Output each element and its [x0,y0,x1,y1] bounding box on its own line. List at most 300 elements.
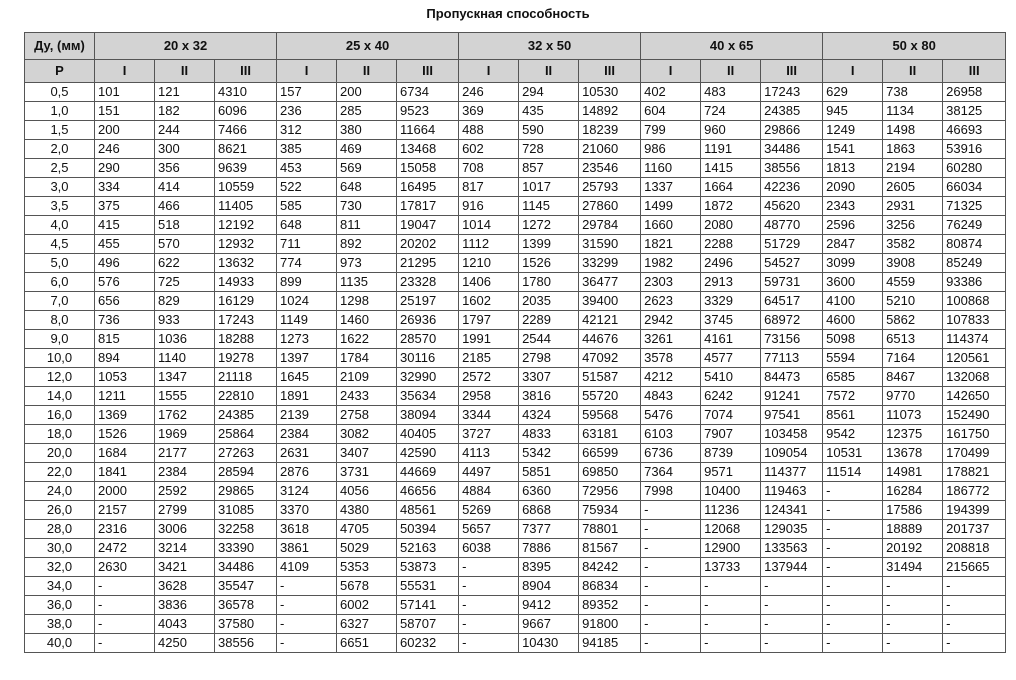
value-cell: 78801 [579,520,641,539]
value-cell: 94185 [579,634,641,653]
header-row-sizes [25,33,1006,60]
value-cell: 3307 [519,368,579,387]
value-cell: 1872 [701,197,761,216]
value-cell: 5862 [883,311,943,330]
value-cell: 604 [641,102,701,121]
value-cell: 2343 [823,197,883,216]
value-cell: 11073 [883,406,943,425]
value-cell: 114374 [943,330,1006,349]
value-cell: 3861 [277,539,337,558]
value-cell: 28594 [215,463,277,482]
value-cell: 1369 [95,406,155,425]
value-cell: 10531 [823,444,883,463]
pressure-cell: 3,5 [25,197,95,216]
value-cell: 5678 [337,577,397,596]
value-cell: 17243 [215,311,277,330]
value-cell: 30116 [397,349,459,368]
value-cell: 53916 [943,140,1006,159]
value-cell: 50394 [397,520,459,539]
value-cell: 4497 [459,463,519,482]
value-cell: 26936 [397,311,459,330]
value-cell: 6327 [337,615,397,634]
pressure-cell: 22,0 [25,463,95,482]
value-cell: 21295 [397,254,459,273]
value-cell: 2931 [883,197,943,216]
value-cell: 3745 [701,311,761,330]
value-cell: - [459,577,519,596]
value-cell: 6651 [337,634,397,653]
sub-header: III [215,60,277,83]
value-cell: 6103 [641,425,701,444]
table-row [25,596,1006,615]
value-cell: 4161 [701,330,761,349]
value-cell: 1645 [277,368,337,387]
value-cell: 60232 [397,634,459,653]
value-cell: 157 [277,83,337,102]
sub-header: III [579,60,641,83]
table-row [25,634,1006,653]
value-cell: 133563 [761,539,823,558]
value-cell: 5098 [823,330,883,349]
sub-header: III [397,60,459,83]
value-cell: 570 [155,235,215,254]
pressure-cell: 4,0 [25,216,95,235]
value-cell: 469 [337,140,397,159]
sub-header: I [277,60,337,83]
value-cell: 10430 [519,634,579,653]
table-row [25,197,1006,216]
value-cell: 3908 [883,254,943,273]
value-cell: 14933 [215,273,277,292]
value-cell: 6736 [641,444,701,463]
pressure-cell: 2,0 [25,140,95,159]
value-cell: 4324 [519,406,579,425]
value-cell: - [459,634,519,653]
value-cell: 100868 [943,292,1006,311]
value-cell: - [277,596,337,615]
value-cell: 1499 [641,197,701,216]
value-cell: 10559 [215,178,277,197]
value-cell: 3618 [277,520,337,539]
value-cell: 2109 [337,368,397,387]
value-cell: 2572 [459,368,519,387]
sub-header: III [761,60,823,83]
value-cell: 1622 [337,330,397,349]
value-cell: 453 [277,159,337,178]
value-cell: 246 [459,83,519,102]
table-row [25,463,1006,482]
value-cell: 42236 [761,178,823,197]
value-cell: 10400 [701,482,761,501]
pressure-cell: 40,0 [25,634,95,653]
value-cell: 21118 [215,368,277,387]
value-cell: - [761,596,823,615]
value-cell: 47092 [579,349,641,368]
value-cell: 75934 [579,501,641,520]
table-row [25,216,1006,235]
value-cell: 194399 [943,501,1006,520]
value-cell: 54527 [761,254,823,273]
value-cell: 3329 [701,292,761,311]
value-cell: 34486 [761,140,823,159]
value-cell: 1863 [883,140,943,159]
pressure-cell: 9,0 [25,330,95,349]
value-cell: 1415 [701,159,761,178]
value-cell: 2139 [277,406,337,425]
pressure-cell: 26,0 [25,501,95,520]
value-cell: 8739 [701,444,761,463]
value-cell: 64517 [761,292,823,311]
value-cell: 68972 [761,311,823,330]
value-cell: - [823,558,883,577]
value-cell: 3082 [337,425,397,444]
value-cell: 12932 [215,235,277,254]
value-cell: 19278 [215,349,277,368]
value-cell: 4113 [459,444,519,463]
value-cell: 1891 [277,387,337,406]
value-cell: 38556 [215,634,277,653]
value-cell: 369 [459,102,519,121]
value-cell: - [823,577,883,596]
header-row-subcolumns [25,60,1006,83]
value-cell: 402 [641,83,701,102]
value-cell: - [761,577,823,596]
value-cell: - [641,596,701,615]
value-cell: 6585 [823,368,883,387]
value-cell: - [883,615,943,634]
value-cell: 3370 [277,501,337,520]
value-cell: - [277,615,337,634]
group-header: 50 x 80 [823,33,1006,60]
value-cell: 4056 [337,482,397,501]
value-cell: 152490 [943,406,1006,425]
value-cell: 2630 [95,558,155,577]
value-cell: - [823,520,883,539]
pressure-cell: 32,0 [25,558,95,577]
value-cell: - [823,539,883,558]
value-cell: - [823,482,883,501]
value-cell: 16495 [397,178,459,197]
value-cell: 24385 [761,102,823,121]
value-cell: 25864 [215,425,277,444]
value-cell: 7998 [641,482,701,501]
value-cell: 8561 [823,406,883,425]
pressure-cell: 24,0 [25,482,95,501]
value-cell: 1991 [459,330,519,349]
value-cell: 7364 [641,463,701,482]
pressure-header: Р [25,60,95,83]
value-cell: 11236 [701,501,761,520]
value-cell: 32990 [397,368,459,387]
value-cell: - [883,577,943,596]
value-cell: 59731 [761,273,823,292]
value-cell: 4212 [641,368,701,387]
value-cell: 1149 [277,311,337,330]
table-row [25,254,1006,273]
value-cell: - [641,577,701,596]
value-cell: 57141 [397,596,459,615]
value-cell: 960 [701,121,761,140]
value-cell: 1160 [641,159,701,178]
value-cell: 2847 [823,235,883,254]
value-cell: 3006 [155,520,215,539]
value-cell: 6242 [701,387,761,406]
value-cell: 466 [155,197,215,216]
table-row [25,368,1006,387]
value-cell: 161750 [943,425,1006,444]
pressure-cell: 4,5 [25,235,95,254]
value-cell: 724 [701,102,761,121]
value-cell: 6868 [519,501,579,520]
value-cell: 20202 [397,235,459,254]
value-cell: 811 [337,216,397,235]
value-cell: - [641,539,701,558]
value-cell: 590 [519,121,579,140]
value-cell: 7572 [823,387,883,406]
value-cell: - [641,634,701,653]
pressure-cell: 0,5 [25,83,95,102]
value-cell: - [277,634,337,653]
value-cell: 629 [823,83,883,102]
value-cell: 576 [95,273,155,292]
value-cell: - [95,596,155,615]
value-cell: 5269 [459,501,519,520]
value-cell: 736 [95,311,155,330]
value-cell: 2596 [823,216,883,235]
value-cell: 2592 [155,482,215,501]
value-cell: 38094 [397,406,459,425]
value-cell: 2605 [883,178,943,197]
value-cell: - [701,615,761,634]
value-cell: 2472 [95,539,155,558]
value-cell: 17586 [883,501,943,520]
table-row [25,330,1006,349]
value-cell: 31085 [215,501,277,520]
value-cell: 435 [519,102,579,121]
value-cell: 31494 [883,558,943,577]
value-cell: 4380 [337,501,397,520]
value-cell: 6513 [883,330,943,349]
value-cell: 69850 [579,463,641,482]
sub-header: II [155,60,215,83]
value-cell: 945 [823,102,883,121]
sub-header: I [641,60,701,83]
sub-header: I [459,60,519,83]
value-cell: 119463 [761,482,823,501]
value-cell: 894 [95,349,155,368]
value-cell: 25197 [397,292,459,311]
pressure-cell: 3,0 [25,178,95,197]
value-cell: 2035 [519,292,579,311]
value-cell: 3256 [883,216,943,235]
value-cell: 4705 [337,520,397,539]
value-cell: 44669 [397,463,459,482]
value-cell: 5851 [519,463,579,482]
value-cell: 215665 [943,558,1006,577]
value-cell: 38556 [761,159,823,178]
value-cell: 3421 [155,558,215,577]
value-cell: 2433 [337,387,397,406]
value-cell: - [943,596,1006,615]
value-cell: - [761,615,823,634]
value-cell: 103458 [761,425,823,444]
value-cell: 3578 [641,349,701,368]
value-cell: 933 [155,311,215,330]
table-row [25,406,1006,425]
value-cell: 66599 [579,444,641,463]
value-cell: 1969 [155,425,215,444]
value-cell: 2623 [641,292,701,311]
sub-header: II [701,60,761,83]
value-cell: - [823,634,883,653]
value-cell: 11405 [215,197,277,216]
value-cell: 33299 [579,254,641,273]
throughput-table [24,32,1006,653]
value-cell: 8904 [519,577,579,596]
value-cell: 2289 [519,311,579,330]
pressure-cell: 34,0 [25,577,95,596]
value-cell: 2544 [519,330,579,349]
value-cell: 496 [95,254,155,273]
value-cell: 1298 [337,292,397,311]
value-cell: 415 [95,216,155,235]
value-cell: 3099 [823,254,883,273]
value-cell: 107833 [943,311,1006,330]
value-cell: 1017 [519,178,579,197]
value-cell: 12068 [701,520,761,539]
value-cell: 1555 [155,387,215,406]
value-cell: 18239 [579,121,641,140]
value-cell: 14981 [883,463,943,482]
value-cell: 29865 [215,482,277,501]
value-cell: 42590 [397,444,459,463]
pressure-cell: 36,0 [25,596,95,615]
value-cell: 85249 [943,254,1006,273]
value-cell: 93386 [943,273,1006,292]
value-cell: 4250 [155,634,215,653]
value-cell: 37580 [215,615,277,634]
value-cell: 4577 [701,349,761,368]
value-cell: 6096 [215,102,277,121]
table-row [25,140,1006,159]
value-cell: 137944 [761,558,823,577]
value-cell: 899 [277,273,337,292]
value-cell: - [823,615,883,634]
table-row [25,273,1006,292]
value-cell: - [701,634,761,653]
corner-header: Ду, (мм) [25,33,95,60]
table-row [25,501,1006,520]
value-cell: 91800 [579,615,641,634]
value-cell: 1053 [95,368,155,387]
value-cell: 246 [95,140,155,159]
value-cell: 2316 [95,520,155,539]
value-cell: 774 [277,254,337,273]
value-cell: 3407 [337,444,397,463]
value-cell: 59568 [579,406,641,425]
value-cell: 1337 [641,178,701,197]
value-cell: 23546 [579,159,641,178]
value-cell: 1211 [95,387,155,406]
value-cell: 1140 [155,349,215,368]
value-cell: 9770 [883,387,943,406]
value-cell: 20192 [883,539,943,558]
value-cell: 1210 [459,254,519,273]
group-header: 40 x 65 [641,33,823,60]
value-cell: 48561 [397,501,459,520]
value-cell: 385 [277,140,337,159]
value-cell: 799 [641,121,701,140]
value-cell: 1191 [701,140,761,159]
value-cell: 244 [155,121,215,140]
value-cell: 36477 [579,273,641,292]
value-cell: 857 [519,159,579,178]
value-cell: 8621 [215,140,277,159]
value-cell: 28570 [397,330,459,349]
value-cell: - [761,634,823,653]
pressure-cell: 16,0 [25,406,95,425]
value-cell: 151 [95,102,155,121]
table-row [25,482,1006,501]
value-cell: 3261 [641,330,701,349]
table-row [25,444,1006,463]
value-cell: 44676 [579,330,641,349]
value-cell: 986 [641,140,701,159]
sub-header: III [943,60,1006,83]
value-cell: 1526 [95,425,155,444]
value-cell: 66034 [943,178,1006,197]
value-cell: 114377 [761,463,823,482]
sub-header: I [95,60,155,83]
value-cell: 72956 [579,482,641,501]
value-cell: 2798 [519,349,579,368]
value-cell: 1024 [277,292,337,311]
value-cell: - [95,634,155,653]
value-cell: 4559 [883,273,943,292]
table-row [25,577,1006,596]
value-cell: 55531 [397,577,459,596]
value-cell: 84242 [579,558,641,577]
value-cell: 13733 [701,558,761,577]
value-cell: 11514 [823,463,883,482]
value-cell: 1813 [823,159,883,178]
value-cell: 1273 [277,330,337,349]
value-cell: 1036 [155,330,215,349]
value-cell: 39400 [579,292,641,311]
value-cell: 1272 [519,216,579,235]
value-cell: 9542 [823,425,883,444]
value-cell: 1406 [459,273,519,292]
value-cell: 829 [155,292,215,311]
value-cell: - [277,577,337,596]
value-cell: - [641,615,701,634]
value-cell: 2799 [155,501,215,520]
table-row [25,102,1006,121]
value-cell: 455 [95,235,155,254]
value-cell: 53873 [397,558,459,577]
value-cell: 648 [277,216,337,235]
value-cell: 71325 [943,197,1006,216]
value-cell: 9523 [397,102,459,121]
value-cell: 3836 [155,596,215,615]
value-cell: 3731 [337,463,397,482]
value-cell: 6734 [397,83,459,102]
table-row [25,558,1006,577]
table-title: Пропускная способность [426,6,590,21]
table-row [25,311,1006,330]
value-cell: 290 [95,159,155,178]
group-header: 32 x 50 [459,33,641,60]
